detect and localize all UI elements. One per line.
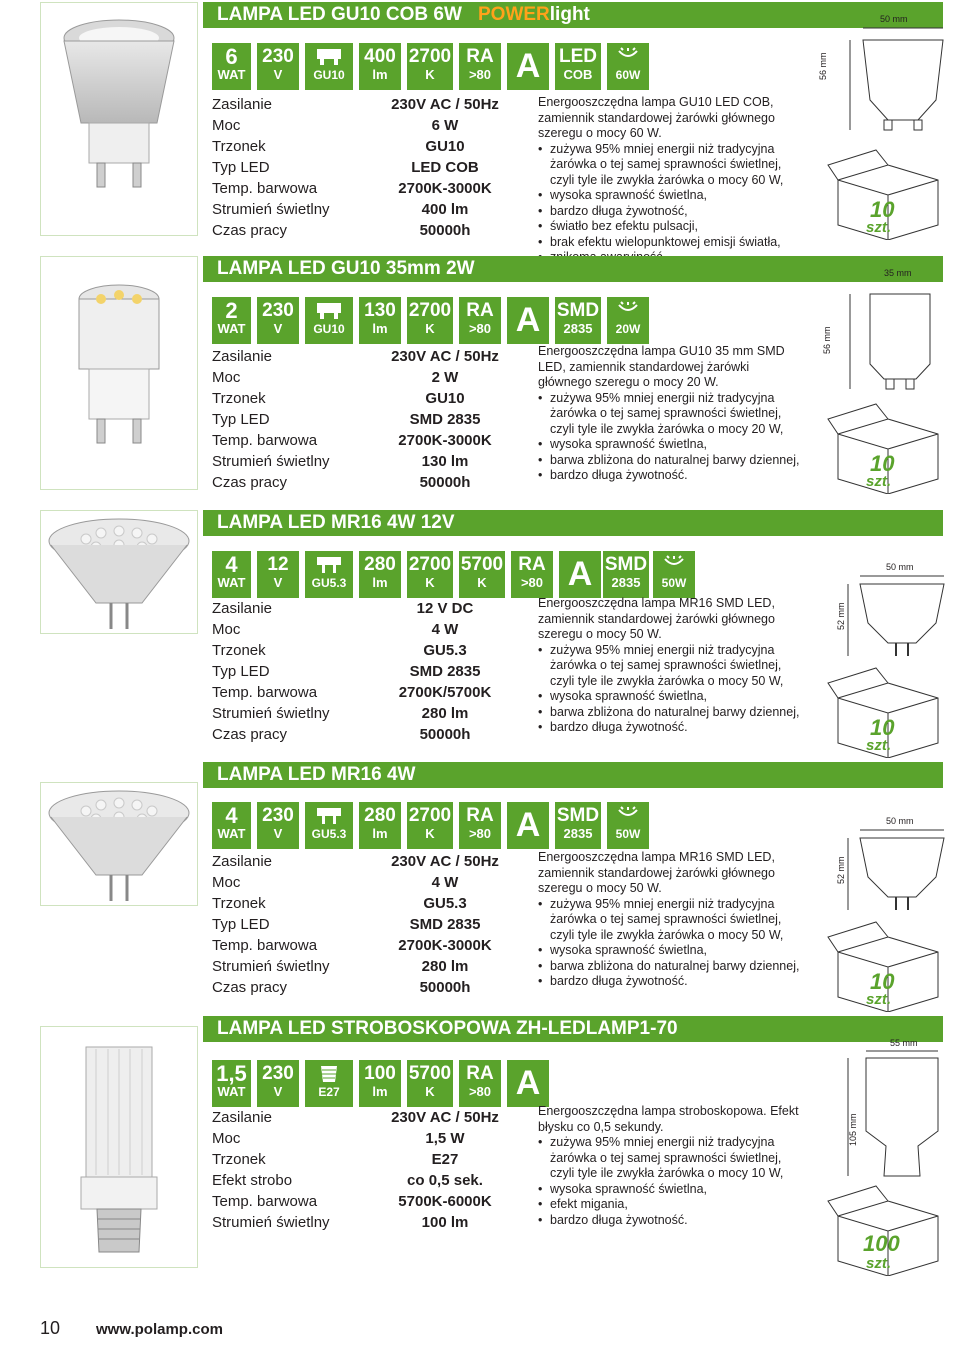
- badge-power: 4 WAT: [212, 802, 251, 849]
- spec-row: Strumień świetlny 130 lm: [212, 453, 469, 470]
- spec-row: Czas pracy 50000h: [212, 474, 471, 491]
- dimension-drawing: [808, 1036, 953, 1276]
- spec-row: Czas pracy 50000h: [212, 979, 471, 996]
- description-text: Energooszczędna lampa stroboskopowa. Efekt błysku co 0,5 sekundy.: [538, 1104, 799, 1134]
- feature-item: • zużywa 95% mniej energii niż tradycyjna żarówka o tej samej sprawności świetlnej, czyli tyle ile zwykła żarówka o mocy 10 W,: [538, 1135, 800, 1182]
- product-description: [538, 850, 800, 990]
- feature-item: • zużywa 95% mniej energii niż tradycyjna żarówka o tej samej sprawności świetlnej, czyli tyle ile zwykła żarówka o mocy 60 W,: [538, 142, 800, 189]
- dim-height: 52 mm: [836, 856, 846, 884]
- badge-lumens: 280 lm: [359, 802, 401, 849]
- feature-item: • światło bez efektu pulsacji,: [538, 219, 800, 235]
- badge-energy-class: A: [507, 297, 549, 344]
- badge-cri: RA >80: [459, 43, 501, 90]
- product-description: [538, 344, 800, 484]
- dim-width: 50 mm: [886, 562, 914, 572]
- product-description: [538, 95, 800, 266]
- spec-row: Temp. barwowa 2700K-3000K: [212, 937, 492, 954]
- spec-table: [212, 851, 512, 998]
- description-text: Energooszczędna lampa GU10 35 mm SMD LED, zamiennik standardowej żarówki głównego szeregu o mocy 20 W.: [538, 344, 785, 389]
- spec-row: Trzonek GU5.3: [212, 895, 467, 912]
- product-title: LAMPA LED GU10 35mm 2W: [217, 258, 475, 279]
- feature-item: • barwa zbliżona do naturalnej barwy dziennej,: [538, 959, 800, 975]
- badge-color-temp: 2700 K: [407, 297, 453, 344]
- badge-power: 4 WAT: [212, 551, 251, 598]
- dim-height: 56 mm: [822, 326, 832, 354]
- box-unit: szt.: [866, 219, 892, 236]
- badge-energy-class: A: [559, 551, 601, 598]
- spec-row: Typ LED SMD 2835: [212, 663, 481, 680]
- spec-row: Czas pracy 50000h: [212, 726, 471, 743]
- spec-row: Trzonek GU5.3: [212, 642, 467, 659]
- box-quantity: 10: [870, 451, 895, 476]
- badge-equivalent: 20W: [607, 297, 649, 344]
- badge-power: 6 WAT: [212, 43, 251, 90]
- spec-row: Czas pracy 50000h: [212, 222, 471, 239]
- spec-row: Zasilanie 230V AC / 50Hz: [212, 1109, 499, 1126]
- product-gu10-35mm: [0, 254, 960, 504]
- badge-lumens: 280 lm: [359, 551, 401, 598]
- product-title: LAMPA LED GU10 COB 6W: [217, 4, 462, 25]
- gu10-socket-icon: [314, 301, 344, 321]
- product-photo: [40, 256, 198, 490]
- spec-row: Efekt strobo co 0,5 sek.: [212, 1172, 483, 1189]
- product-photo: [40, 2, 198, 236]
- dim-height: 56 mm: [818, 52, 828, 80]
- badge-socket: E27: [305, 1060, 353, 1107]
- product-title: LAMPA LED STROBOSKOPOWA ZH-LEDLAMP1-70: [217, 1018, 678, 1039]
- badge-lumens: 130 lm: [359, 297, 401, 344]
- feature-item: • wysoka sprawność świetlna,: [538, 689, 800, 705]
- dimension-drawing: [808, 812, 953, 1012]
- feature-item: • bardzo długa żywotność.: [538, 1213, 800, 1229]
- badge-cri: RA >80: [459, 802, 501, 849]
- dim-width: 50 mm: [880, 14, 908, 24]
- bulb-equivalent-icon: [661, 555, 687, 575]
- spec-row: Trzonek E27: [212, 1151, 459, 1168]
- bulb-equivalent-icon: [615, 301, 641, 321]
- badge-color-temp: 2700 K: [407, 43, 453, 90]
- badge-equivalent: 50W: [607, 802, 649, 849]
- badge-color-temp: 5700 K: [407, 1060, 453, 1107]
- spec-row: Typ LED SMD 2835: [212, 411, 481, 428]
- badge-socket: GU10: [305, 297, 353, 344]
- badge-voltage: 230 V: [257, 802, 299, 849]
- spec-row: Temp. barwowa 2700K/5700K: [212, 684, 492, 701]
- brand-logo: POWERlight: [478, 4, 590, 25]
- spec-row: Temp. barwowa 2700K-3000K: [212, 432, 492, 449]
- feature-item: • wysoka sprawność świetlna,: [538, 437, 800, 453]
- product-strobe: [0, 1016, 960, 1272]
- badge-led-type: SMD 2835: [555, 802, 601, 849]
- box-unit: szt.: [866, 1255, 892, 1272]
- badge-led-type: SMD 2835: [603, 551, 649, 598]
- spec-row: Strumień świetlny 280 lm: [212, 705, 469, 722]
- badge-color-temp: 2700 K: [407, 802, 453, 849]
- badge-cri: RA >80: [511, 551, 553, 598]
- spec-row: Temp. barwowa 2700K-3000K: [212, 180, 492, 197]
- dim-width: 50 mm: [886, 816, 914, 826]
- box-quantity: 10: [870, 197, 895, 222]
- spec-row: Trzonek GU10: [212, 390, 465, 407]
- product-description: [538, 1104, 800, 1228]
- feature-item: • bardzo długa żywotność.: [538, 720, 800, 736]
- badge-energy-class: A: [507, 1060, 549, 1107]
- feature-item: • wysoka sprawność świetlna,: [538, 943, 800, 959]
- product-photo: [40, 510, 198, 634]
- feature-item: • zużywa 95% mniej energii niż tradycyjna żarówka o tej samej sprawności świetlnej, czyli tyle ile zwykła żarówka o mocy 50 W,: [538, 897, 800, 944]
- product-photo: [40, 782, 198, 906]
- badge-cri: RA >80: [459, 1060, 501, 1107]
- product-mr16-12v: [0, 508, 960, 758]
- spec-row: Temp. barwowa 5700K-6000K: [212, 1193, 492, 1210]
- description-text: Energooszczędna lampa MR16 SMD LED, zamiennik standardowej żarówki głównego szeregu o mocy 50 W.: [538, 596, 775, 641]
- feature-item: • brak efektu wielopunktowej emisji światła,: [538, 235, 800, 251]
- feature-item: • bardzo długa żywotność,: [538, 204, 800, 220]
- badge-cri: RA >80: [459, 297, 501, 344]
- feature-list: [538, 1135, 800, 1228]
- badge-voltage: 230 V: [257, 1060, 299, 1107]
- gu53-socket-icon: [314, 555, 344, 575]
- spec-row: Moc 1,5 W: [212, 1130, 465, 1147]
- page-number: 10: [40, 1318, 61, 1338]
- feature-item: • barwa zbliżona do naturalnej barwy dziennej,: [538, 453, 800, 469]
- badge-voltage: 12 V: [257, 551, 299, 598]
- spec-table: [212, 346, 512, 493]
- box-quantity: 100: [863, 1231, 900, 1256]
- feature-item: • barwa zbliżona do naturalnej barwy dziennej,: [538, 705, 800, 721]
- box-quantity: 10: [870, 969, 895, 994]
- e27-socket-icon: [317, 1064, 341, 1084]
- bulb-equivalent-icon: [615, 47, 641, 67]
- dim-width: 35 mm: [884, 268, 912, 278]
- website-link[interactable]: www.polamp.com: [96, 1321, 223, 1338]
- badge-voltage: 230 V: [257, 43, 299, 90]
- feature-list: [538, 643, 800, 736]
- dimension-drawing: [808, 264, 953, 494]
- box-quantity: 10: [870, 715, 895, 740]
- spec-row: Moc 2 W: [212, 369, 459, 386]
- spec-row: Zasilanie 230V AC / 50Hz: [212, 96, 499, 113]
- feature-item: • wysoka sprawność świetlna,: [538, 1182, 800, 1198]
- badge-color-temp-2: 5700 K: [459, 551, 505, 598]
- badge-socket: GU10: [305, 43, 353, 90]
- feature-list: [538, 142, 800, 266]
- badge-energy-class: A: [507, 802, 549, 849]
- badge-equivalent: 60W: [607, 43, 649, 90]
- dim-width: 55 mm: [890, 1038, 918, 1048]
- feature-item: • zużywa 95% mniej energii niż tradycyjna żarówka o tej samej sprawności świetlnej, czyli tyle ile zwykła żarówka o mocy 50 W,: [538, 643, 800, 690]
- spec-row: Strumień świetlny 400 lm: [212, 201, 469, 218]
- box-unit: szt.: [866, 473, 892, 490]
- badge-energy-class: A: [507, 43, 549, 90]
- dimension-drawing: [808, 558, 953, 758]
- badge-led-type: SMD 2835: [555, 297, 601, 344]
- spec-row: Moc 4 W: [212, 621, 459, 638]
- badge-equivalent: 50W: [653, 551, 695, 598]
- product-title: LAMPA LED MR16 4W 12V: [217, 512, 455, 533]
- product-title: LAMPA LED MR16 4W: [217, 764, 416, 785]
- spec-table: [212, 598, 512, 745]
- spec-row: Strumień świetlny 280 lm: [212, 958, 469, 975]
- badge-socket: GU5.3: [305, 551, 353, 598]
- badge-lumens: 400 lm: [359, 43, 401, 90]
- feature-item: • bardzo długa żywotność.: [538, 974, 800, 990]
- spec-table: [212, 94, 512, 241]
- spec-row: Trzonek GU10: [212, 138, 465, 155]
- badge-power: 1,5 WAT: [212, 1060, 251, 1107]
- spec-row: Moc 6 W: [212, 117, 459, 134]
- box-unit: szt.: [866, 737, 892, 754]
- feature-item: • bardzo długa żywotność.: [538, 468, 800, 484]
- description-text: Energooszczędna lampa MR16 SMD LED, zamiennik standardowej żarówki głównego szeregu o mocy 50 W.: [538, 850, 775, 895]
- spec-row: Typ LED LED COB: [212, 159, 479, 176]
- bulb-equivalent-icon: [615, 806, 641, 826]
- spec-row: Strumień świetlny 100 lm: [212, 1214, 469, 1231]
- spec-row: Zasilanie 12 V DC: [212, 600, 474, 617]
- description-text: Energooszczędna lampa GU10 LED COB, zamiennik standardowej żarówki głównego szeregu o mocy 60 W.: [538, 95, 775, 140]
- badge-lumens: 100 lm: [359, 1060, 401, 1107]
- spec-row: Typ LED SMD 2835: [212, 916, 481, 933]
- dimension-drawing: [808, 10, 953, 240]
- product-title-bar: [203, 762, 943, 788]
- spec-row: Moc 4 W: [212, 874, 459, 891]
- product-mr16-230v: [0, 762, 960, 1012]
- feature-item: • zużywa 95% mniej energii niż tradycyjna żarówka o tej samej sprawności świetlnej, czyli tyle ile zwykła żarówka o mocy 20 W,: [538, 391, 800, 438]
- spec-row: Zasilanie 230V AC / 50Hz: [212, 853, 499, 870]
- product-photo: [40, 1026, 198, 1268]
- badge-socket: GU5.3: [305, 802, 353, 849]
- gu10-socket-icon: [314, 47, 344, 67]
- badge-color-temp: 2700 K: [407, 551, 453, 598]
- spec-row: Zasilanie 230V AC / 50Hz: [212, 348, 499, 365]
- feature-item: • wysoka sprawność świetlna,: [538, 188, 800, 204]
- box-unit: szt.: [866, 991, 892, 1008]
- product-description: [538, 596, 800, 736]
- badge-voltage: 230 V: [257, 297, 299, 344]
- spec-table: [212, 1107, 512, 1233]
- dim-height: 105 mm: [848, 1113, 858, 1146]
- dim-height: 52 mm: [836, 602, 846, 630]
- feature-list: [538, 391, 800, 484]
- feature-item: • efekt migania,: [538, 1197, 800, 1213]
- badge-led-type: LED COB: [555, 43, 601, 90]
- product-gu10-cob: [0, 0, 960, 250]
- gu53-socket-icon: [314, 806, 344, 826]
- feature-list: [538, 897, 800, 990]
- badge-power: 2 WAT: [212, 297, 251, 344]
- product-title-bar: [203, 510, 943, 536]
